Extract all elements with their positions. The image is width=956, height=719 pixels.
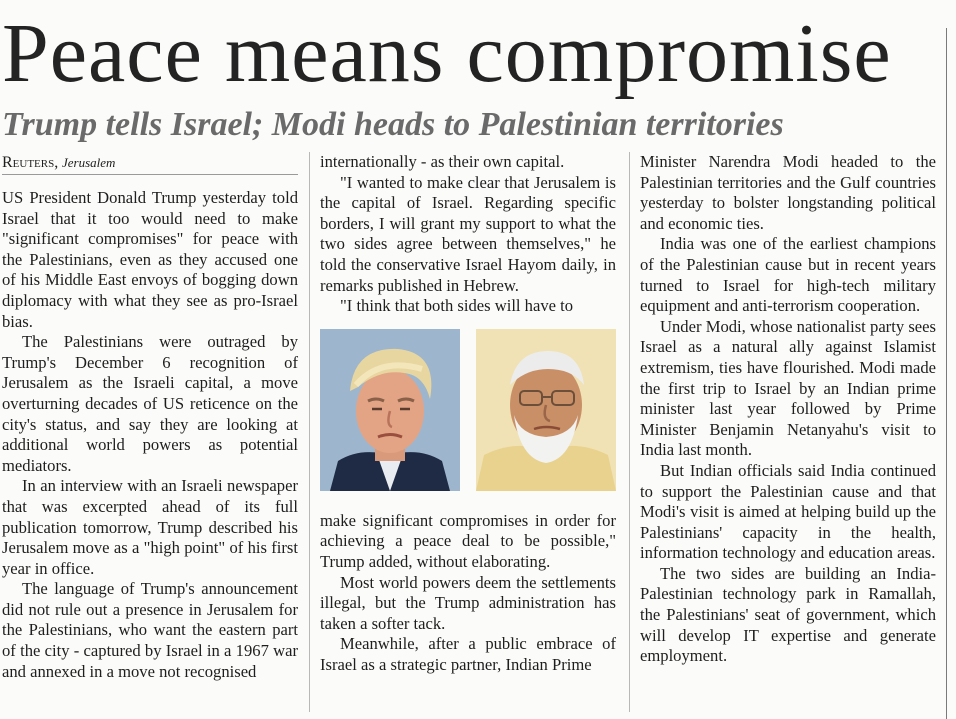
article-column-2 — [320, 152, 616, 676]
article-column-1 — [2, 152, 298, 682]
paragraph: "I think that both sides will have to — [340, 296, 574, 316]
paragraph: The two sides are building an India-Palestinian technology park in Ramallah, the Palestinians' seat of government, which will develop IT expertise and generate employment. — [640, 563, 936, 666]
page-edge-rule — [946, 28, 947, 719]
paragraph: Under Modi, whose nationalist party sees Israel as a natural ally against Islamist extremism, ties have flourished. Modi made the first trip to Israel by an Indian prime minister last year followed by Prime Minister Benjamin Netanyahu's visit to India last month. — [640, 316, 936, 460]
byline — [2, 152, 298, 174]
article-column-3 — [640, 152, 936, 667]
column-divider — [629, 152, 630, 712]
paragraph: make significant compromises in order for achieving a peace deal to be possible," Trump added, without elaborating. — [320, 510, 616, 571]
byline-rule — [2, 174, 298, 175]
trump-photo — [320, 329, 460, 491]
modi-photo — [476, 329, 616, 491]
paragraph: internationally - as their own capital. — [320, 152, 565, 171]
paragraph: India was one of the earliest champions of the Palestinian cause but in recent years turned to Israel for high-tech military equipment and anti-terrorism cooperation. — [640, 234, 936, 316]
paragraph: US President Donald Trump yesterday told Israel that it too would need to make "significant compromises" for peace with the Palestinians, even as they accused one of his Middle East envoys of bogging down diplomacy with what they see as pro-Israel bias. — [2, 188, 298, 331]
column-1-body — [2, 188, 298, 682]
column-divider — [309, 152, 310, 712]
paragraph: But Indian officials said India continued to support the Palestinian cause and that Modi's visit is aimed at helping build up the Palestinians' capacity in the health, information technology and education areas. — [640, 460, 936, 563]
paragraph: The Palestinians were outraged by Trump's December 6 recognition of Jerusalem as the Israeli capital, a move overturning decades of US reticence on the city's status, and say they are looking at additional world powers as potential mediators. — [2, 332, 298, 475]
paragraph: Minister Narendra Modi headed to the Palestinian territories and the Gulf countries yesterday to bolster longstanding political and economic ties. — [640, 152, 936, 233]
paragraph: "I wanted to make clear that Jerusalem is the capital of Israel. Regarding specific borders, I will grant my support to what the two sides agree between themselves," he told the conservative Israel Hayom daily, in remarks published in Hebrew. — [320, 172, 616, 295]
paragraph: Most world powers deem the settlements illegal, but the Trump administration has taken a softer tack. — [320, 572, 616, 633]
paragraph: Meanwhile, after a public embrace of Israel as a strategic partner, Indian Prime — [320, 634, 616, 674]
paragraph: The language of Trump's announcement did not rule out a presence in Jerusalem for the Palestinians, who want the eastern part of the city - captured by Israel in a 1967 war and annexed in a move not recognised — [2, 579, 298, 681]
byline-agency: Reuters, — [2, 154, 59, 171]
headline: Peace means compromise — [2, 7, 892, 100]
photo-pair — [320, 329, 616, 491]
subheadline: Trump tells Israel; Modi heads to Palestinian territories — [2, 106, 784, 143]
byline-place: Jerusalem — [61, 155, 116, 170]
paragraph: In an interview with an Israeli newspaper that was excerpted ahead of its full publication tomorrow, Trump described his Jerusalem move as a "high point" of his first year in office. — [2, 476, 298, 578]
